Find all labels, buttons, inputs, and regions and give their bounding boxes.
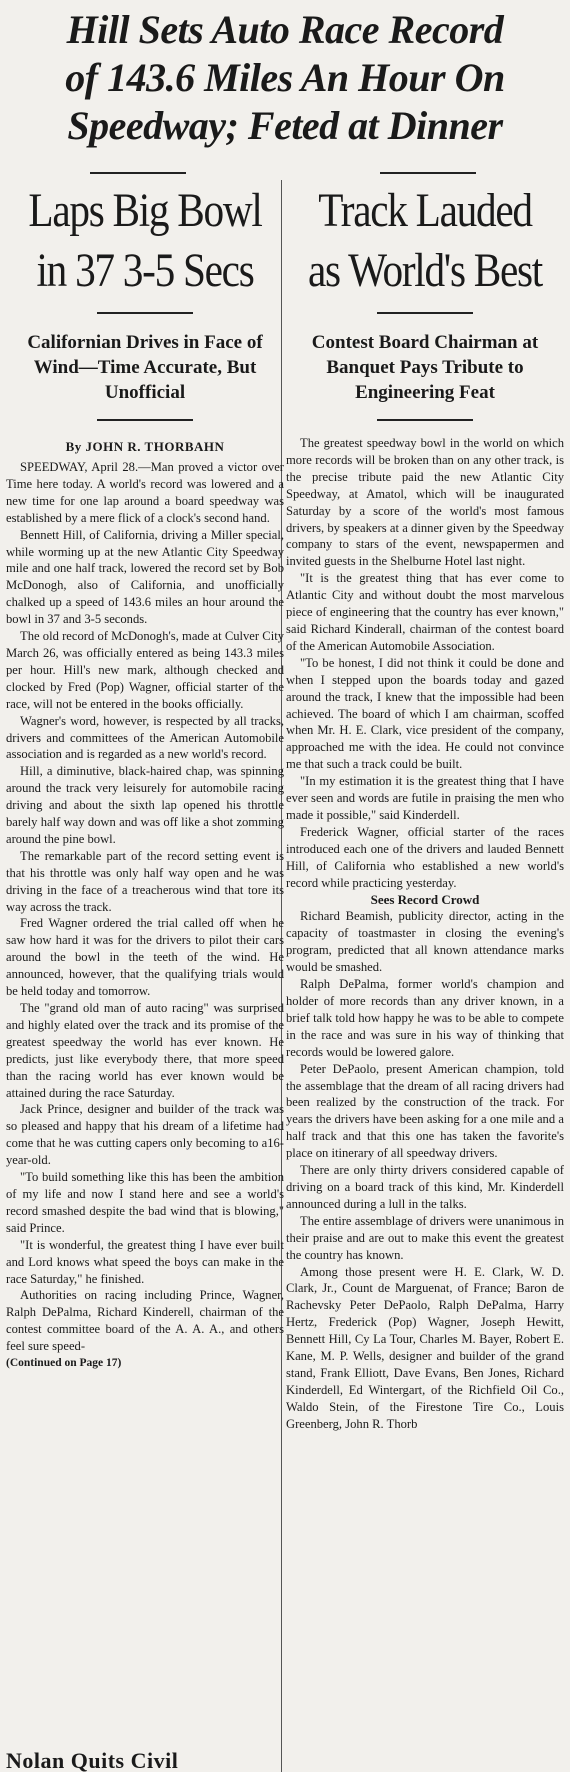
banner-line-1: Hill Sets Auto Race Record <box>66 7 504 52</box>
left-deck-rule <box>97 312 193 314</box>
right-paragraph: "In my estimation it is the greatest thing that I have ever seen and words are futile in praising the men who made it possible," said Kinderdell. <box>286 774 564 822</box>
right-subdeck: Contest Board Chairman at Banquet Pays Tribute to Engineering Feat <box>311 332 539 403</box>
banner-line-2: of 143.6 Miles An Hour On <box>65 55 505 100</box>
subhead: Sees Record Crowd <box>370 892 480 908</box>
left-paragraph: Wagner's word, however, is respected by all tracks, drivers and committees of the American Automobile association and is regarded as a new world's record. <box>6 713 284 762</box>
left-column <box>6 180 284 1372</box>
right-paragraph: Richard Beamish, publicity director, acting in the capacity of toastmaster in closing the evening's program, predicted that all known attendance marks would be smashed. <box>286 909 564 975</box>
left-paragraph: The old record of McDonogh's, made at Culver City March 26, was officially entered as being 143.3 miles per hour. Hill's new mark, although checked and clocked by Fred (Pop) Wagner, official starter of the race, will not be entered in the books officially. <box>6 629 284 711</box>
right-deck-line-1: Track Lauded <box>318 184 532 237</box>
right-column <box>286 180 564 1433</box>
right-paragraph: Peter DePaolo, present American champion, told the assemblage that the dream of all racing drivers had been realized by the construction of the track. For years the drivers have been asking for a one mile and a half track and that this one has taken the favorite's place on itinerary of all speedway drivers. <box>286 1061 564 1161</box>
left-paragraph: Jack Prince, designer and builder of the track was so pleased and happy that his dream of a lifetime had come that he was cutting capers only becoming to a16-year-old. <box>6 1102 284 1168</box>
left-deck-line-2: in 37 3-5 Secs <box>36 244 254 297</box>
left-paragraph: "It is wonderful, the greatest thing I have ever built and Lord knows what speed the boys can make in the race Saturday," he finished. <box>6 1237 284 1286</box>
left-paragraph: The remarkable part of the record setting event is that his throttle was only half way open and he was driving in the face of a treacherous wind that tore its way across the track. <box>6 848 284 914</box>
banner-rule-left <box>90 172 186 174</box>
left-deck-line-1: Laps Big Bowl <box>28 184 262 237</box>
right-paragraph: Frederick Wagner, official starter of the races introduced each one of the drivers and lauded Bennett Hill, of California who established a new world's record while practicing yesterday. <box>286 824 564 890</box>
left-paragraph: Bennett Hill, of California, driving a Miller special, while worming up at the new Atlantic City Speedway mile and one half track, lowered the record set by Bob McDonogh, also of California, and unofficially chalked up a speed of 143.6 miles an hour around the bowl in 37 and 3-5 seconds. <box>6 527 284 627</box>
left-subdeck: Californian Drives in Face of Wind—Time Accurate, But Unofficial <box>27 332 263 403</box>
continued-note: (Continued on Page 17) <box>6 1357 122 1370</box>
left-paragraph: The "grand old man of auto racing" was surprised and highly elated over the track and its promise of the greatest speedway the world has ever known. He predicts, just like everybody there, that more speed than the racing world has ever known would be attained during the race Saturday. <box>6 1001 284 1100</box>
byline: By JOHN R. THORBAHN <box>65 439 225 454</box>
left-paragraph: Hill, a diminutive, black-haired chap, was spinning around the track very leisurely for automobile racing driving and about the sixth lap opened his throttle barely half way down and was off like a shot zomming around the pine bowl. <box>6 764 284 846</box>
right-paragraph: The entire assemblage of drivers were unanimous in their praise and are out to make this event the greatest the country has known. <box>286 1213 564 1262</box>
right-paragraph: Ralph DePalma, former world's champion and holder of more records than any driver known, in a brief talk told how happy he was to be able to compete in the race and was sure in his way of thinking that records would be lowered galore. <box>286 977 564 1059</box>
right-article-body <box>286 435 564 1433</box>
right-paragraph: There are only thirty drivers considered capable of driving on a board track of this kind, Mr. Kinderdell announced during a lull in the talks. <box>286 1163 564 1211</box>
right-deck-rule <box>377 312 473 314</box>
next-article-headline: Nolan Quits Civil <box>6 1748 179 1772</box>
left-paragraph: Authorities on racing including Prince, Wagner, Ralph DePalma, Richard Kinderell, chairman of the contest committee board of the A. A. A., and others feel sure speed- <box>6 1288 284 1354</box>
right-deck-line-2: as World's Best <box>308 244 542 297</box>
banner-headline <box>0 6 570 150</box>
left-article-body <box>6 459 284 1372</box>
banner-line-3: Speedway; Feted at Dinner <box>67 103 503 148</box>
right-paragraph: Among those present were H. E. Clark, W. D. Clark, Jr., Count de Marguenat, of France; Baron de Rachevsky Peter DePaolo, Ralph DePalma, Harry Hertz, Frederick (Pop) Wagner, Joseph Hewitt, Bennett Hill, Cy La Tour, Charles M. Bayer, Robert E. Kane, M. P. Wells, designer and builder of the grand stand, Frank Elliott, Dave Evans, Ben Jones, Richard Kinderdell, Ed Wintergart, of the Richfield Oil Co., Waldo Stein, of the Firestone Tire Co., Louis Greenberg, John R. Thorb <box>286 1264 564 1431</box>
right-paragraph: The greatest speedway bowl in the world on which more records will be broken than on any other track, is the precise tribute paid the new Atlantic City Speedway, at Amatol, which will be inaugurated Saturday by a score of the world's most famous drivers, by speakers at a dinner given by the Speedway company to stars of the event, newspapermen and invited guests in the Shelburne Hotel last night. <box>286 436 564 569</box>
left-subdeck-rule <box>97 419 193 421</box>
left-paragraph: SPEEDWAY, April 28.—Man proved a victor over Time here today. A world's record was lowered and a new time for one lap around a board speedway was established by a mere flick of a clock's second hand. <box>6 460 284 525</box>
right-paragraph: "It is the greatest thing that has ever come to Atlantic City and without doubt the most marvelous piece of engineering that the country has ever known," said Richard Kinderall, chairman of the contest board of the American Automobile Association. <box>286 571 564 653</box>
banner-rule-right <box>380 172 476 174</box>
left-paragraph: Fred Wagner ordered the trial called off when he saw how hard it was for the drivers to pilot their cars around the bowl in the teeth of the wind. He announced, however, that the qualifying trials would be held today and tomorrow. <box>6 916 284 999</box>
left-paragraph: "To build something like this has been the ambition of my life and now I stand here and see a world's record smashed despite the bad wind that is blowing," said Prince. <box>6 1170 284 1235</box>
right-paragraph: "To be honest, I did not think it could be done and when I stepped upon the boards today and gazed around the track, I knew that the impossible had been achieved. The board of which I am chairman, scoffed when Mr. H. E. Clark, vice president of the company, approached me with the idea. He could not convince me that such a track could be built. <box>286 655 564 772</box>
right-subdeck-rule <box>377 419 473 421</box>
